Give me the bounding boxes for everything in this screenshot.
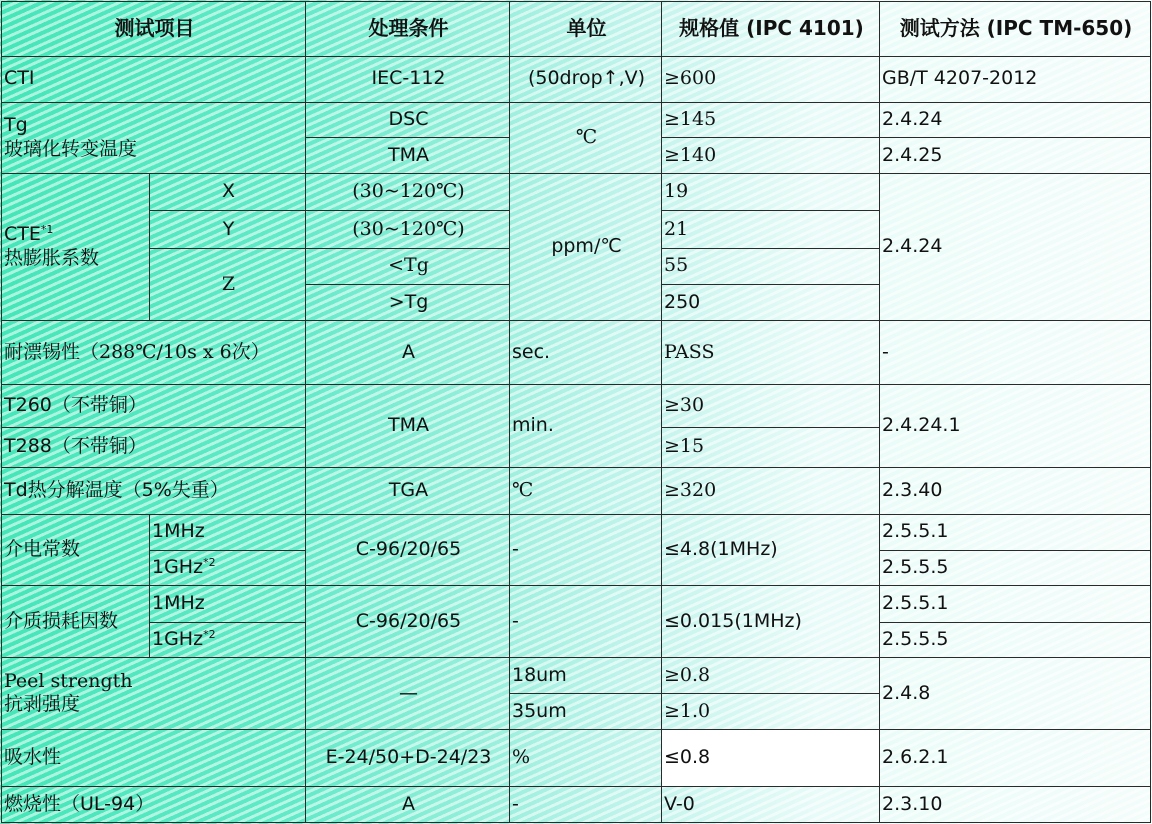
df-spec: ≤0.015(1MHz) (662, 586, 880, 658)
water-item: 吸水性 (2, 729, 306, 787)
water-unit: % (510, 729, 662, 787)
cte-spec-above-tg: 250 (662, 285, 880, 321)
df-freq-1ghz-cell (150, 622, 306, 657)
flame-unit: - (510, 787, 662, 823)
dk-freq-1ghz: 1GHz (152, 556, 204, 579)
dk-spec: ≤4.8(1MHz) (662, 514, 880, 586)
peel-unit-18um: 18um (510, 658, 662, 694)
dk-footnote-mark: *2 (203, 556, 216, 570)
table-row (2, 56, 1151, 103)
dk-method-1ghz: 2.5.5.5 (880, 550, 1151, 585)
dk-freq-1mhz: 1MHz (150, 514, 306, 550)
solder-method: - (880, 321, 1151, 385)
tg-spec-tma: ≥140 (662, 138, 880, 173)
cte-method: 2.4.24 (880, 173, 1151, 321)
tg-unit: ℃ (510, 103, 662, 174)
tdelam-condition: TMA (306, 385, 510, 468)
header-row (2, 2, 1151, 57)
dk-unit: - (510, 514, 662, 586)
cti-condition: IEC-112 (306, 56, 510, 103)
td-method: 2.3.40 (880, 468, 1151, 515)
dk-method-1mhz: 2.5.5.1 (880, 514, 1151, 550)
table-row (2, 385, 1151, 427)
table-row (2, 586, 1151, 622)
table-row (2, 729, 1151, 787)
header-item: 测试项目 (2, 2, 306, 57)
header-condition: 处理条件 (306, 2, 510, 57)
tg-item-line2: 玻璃化转变温度 (4, 137, 138, 160)
solder-condition: A (306, 321, 510, 385)
cte-item (2, 173, 150, 321)
dk-item: 介电常数 (2, 514, 150, 586)
tg-method-dsc: 2.4.24 (880, 103, 1151, 138)
peel-item-line2: 抗剥强度 (4, 693, 81, 716)
header-spec: 规格值 (IPC 4101) (662, 2, 880, 57)
peel-unit-35um: 35um (510, 694, 662, 729)
df-condition: C-96/20/65 (306, 586, 510, 658)
cte-axis-y: Y (150, 211, 306, 248)
df-freq-1mhz: 1MHz (150, 586, 306, 622)
table-row (2, 173, 1151, 210)
peel-method: 2.4.8 (880, 658, 1151, 730)
cte-axis-x: X (150, 173, 306, 210)
water-method: 2.6.2.1 (880, 729, 1151, 787)
peel-condition: — (306, 658, 510, 730)
table-row (2, 658, 1151, 694)
table-row (2, 514, 1151, 550)
table-row (2, 103, 1151, 138)
df-footnote-mark: *2 (203, 627, 216, 641)
flame-condition: A (306, 787, 510, 823)
tdelam-unit: min. (510, 385, 662, 468)
cte-unit: ppm/℃ (510, 173, 662, 321)
t288-item: T288（不带铜） (2, 427, 306, 467)
td-condition: TGA (306, 468, 510, 515)
tg-method-tma: 2.4.25 (880, 138, 1151, 173)
tg-spec-dsc: ≥145 (662, 103, 880, 138)
t260-spec: ≥30 (662, 385, 880, 427)
cte-spec-below-tg: 55 (662, 248, 880, 284)
dk-condition: C-96/20/65 (306, 514, 510, 586)
df-freq-1ghz: 1GHz (152, 627, 204, 650)
solder-spec: PASS (662, 321, 880, 385)
cte-item-line2: 热膨胀系数 (4, 247, 100, 270)
header-method: 测试方法 (IPC TM-650) (880, 2, 1151, 57)
table-row (2, 321, 1151, 385)
cte-condition-x: (30~120℃) (306, 173, 510, 210)
cte-condition-above-tg: >Tg (306, 285, 510, 321)
table-row (2, 787, 1151, 823)
peel-item-line1: Peel strength (4, 669, 133, 692)
tg-condition-tma: TMA (306, 138, 510, 173)
td-unit: ℃ (510, 468, 662, 515)
dk-freq-1ghz-cell (150, 550, 306, 585)
df-item: 介质损耗因数 (2, 586, 150, 658)
peel-item (2, 658, 306, 730)
t260-item: T260（不带铜） (2, 385, 306, 427)
cti-item: CTI (2, 56, 306, 103)
table-row (2, 468, 1151, 515)
td-spec: ≥320 (662, 468, 880, 515)
cte-condition-below-tg: <Tg (306, 248, 510, 284)
solder-unit: sec. (510, 321, 662, 385)
df-method-1ghz: 2.5.5.5 (880, 622, 1151, 657)
cte-footnote-mark: *1 (40, 223, 54, 237)
water-spec: ≤0.8 (662, 729, 880, 787)
cte-item-line1: CTE (4, 223, 41, 246)
flame-item: 燃烧性（UL-94） (2, 787, 306, 823)
flame-method: 2.3.10 (880, 787, 1151, 823)
t288-spec: ≥15 (662, 427, 880, 467)
cti-method: GB/T 4207-2012 (880, 56, 1151, 103)
cte-spec-x: 19 (662, 173, 880, 210)
tg-condition-dsc: DSC (306, 103, 510, 138)
cti-unit: (50drop↑,V) (510, 56, 662, 103)
cti-spec: ≥600 (662, 56, 880, 103)
cte-spec-y: 21 (662, 211, 880, 248)
peel-spec-35um: ≥1.0 (662, 694, 880, 729)
peel-spec-18um: ≥0.8 (662, 658, 880, 694)
tg-item (2, 103, 306, 174)
solder-item: 耐漂锡性（288℃/10s x 6次） (2, 321, 306, 385)
tg-item-line1: Tg (4, 114, 28, 137)
flame-spec: V-0 (662, 787, 880, 823)
df-unit: - (510, 586, 662, 658)
td-item: Td热分解温度（5%失重） (2, 468, 306, 515)
cte-axis-z: Z (150, 248, 306, 321)
df-method-1mhz: 2.5.5.1 (880, 586, 1151, 622)
water-condition: E-24/50+D-24/23 (306, 729, 510, 787)
tdelam-method: 2.4.24.1 (880, 385, 1151, 468)
spec-table (1, 1, 1151, 823)
cte-condition-y: (30~120℃) (306, 211, 510, 248)
header-unit: 单位 (510, 2, 662, 57)
